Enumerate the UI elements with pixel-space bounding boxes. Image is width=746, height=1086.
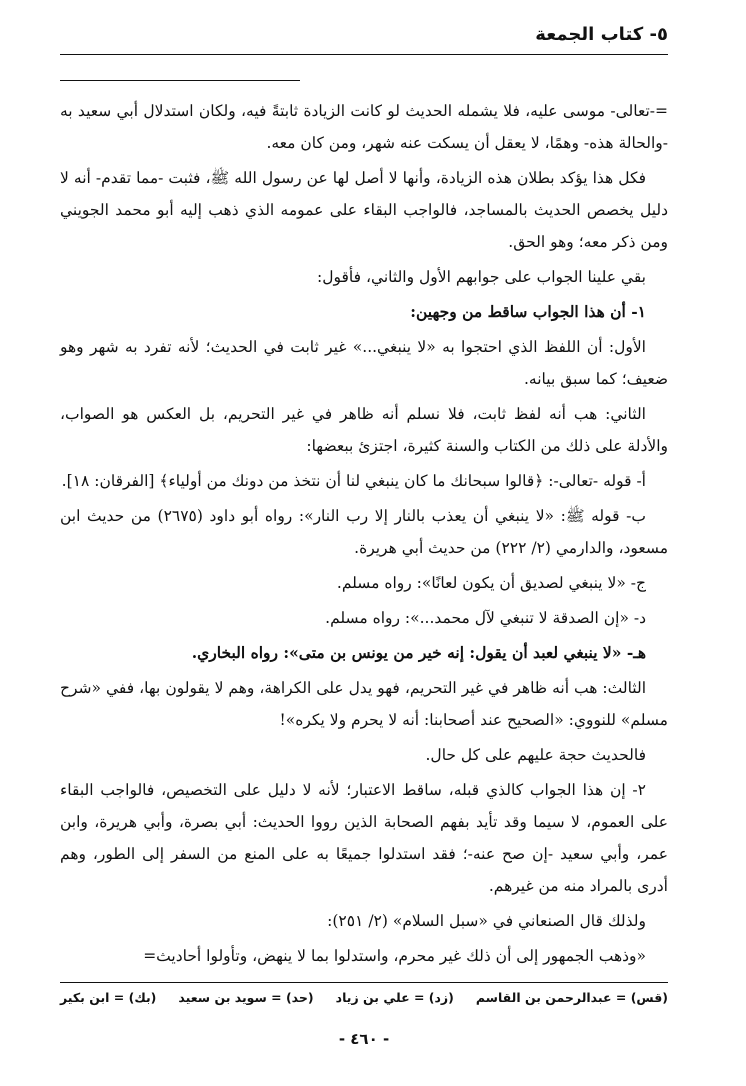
paragraph: الأول: أن اللفظ الذي احتجوا به «لا ينبغي...» غير ثابت في الحديث؛ لأنه تفرد به شهر وهو ضعيف؛ كما سبق بيانه. bbox=[60, 338, 668, 388]
paragraph: «وذهب الجمهور إلى أن ذلك غير محرم، واستدلوا بما لا ينهض، وتأولوا أحاديث= bbox=[143, 947, 646, 965]
paragraph: ١- أن هذا الجواب ساقط من وجهين: bbox=[410, 302, 646, 321]
running-header: ٥- كتاب الجمعة bbox=[535, 24, 668, 45]
paragraph: ٢- إن هذا الجواب كالذي قبله، ساقط الاعتبار؛ لأنه لا دليل على التخصيص، فالواجب البقاء على العموم، لا سيما وقد تأيد بفهم الصحابة الذين رووا الحديث: أبي بصرة، وأبي هريرة، وابن عمر، وأبي سعيد -إن صح عنه-؛ فقد استدلوا جميعًا به على المنع من السفر إلى الطور، وهم أدرى بالمراد منه من غيرهم. bbox=[60, 781, 668, 895]
abbreviation-item: (زد) = علي بن زياد bbox=[335, 990, 454, 1005]
paragraph: ولذلك قال الصنعاني في «سبل السلام» (٢/ ٢٥١): bbox=[327, 912, 646, 930]
abbreviation-key bbox=[60, 990, 668, 1005]
paragraph: ج- «لا ينبغي لصديق أن يكون لعانًا»: رواه مسلم. bbox=[336, 574, 646, 592]
book-page bbox=[60, 0, 668, 1086]
paragraph: الثالث: هب أنه ظاهر في غير التحريم، فهو يدل على الكراهة، وهم لا يقولون بها، ففي «شرح مسلم» للنووي: «الصحيح عند أصحابنا: أنه لا يحرم ولا يكره»! bbox=[60, 679, 668, 729]
footnote-continuation-rule bbox=[60, 80, 300, 81]
paragraph: =-تعالى- موسى عليه، فلا يشمله الحديث لو كانت الزيادة ثابتةً فيه، ولكان استدلال أبي سعيد به -والحالة هذه- وهمًا، لا يعقل أن يسكت عنه شهر، ومن كان معه. bbox=[60, 102, 668, 152]
body-text bbox=[60, 95, 668, 975]
paragraph: الثاني: هب أنه لفظ ثابت، فلا نسلم أنه ظاهر في غير التحريم، بل العكس هو الصواب، والأدلة على ذلك من الكتاب والسنة كثيرة، اجتزئ ببعضها: bbox=[60, 405, 668, 455]
footer-rule bbox=[60, 982, 668, 983]
paragraph: ب- قوله ﷺ: «لا ينبغي أن يعذب بالنار إلا رب النار»: رواه أبو داود (٢٦٧٥) من حديث ابن مسعود، والدارمي (٢/ ٢٢٢) من حديث أبي هريرة. bbox=[60, 507, 668, 557]
header-rule bbox=[60, 54, 668, 55]
paragraph: هـ- «لا ينبغي لعبد أن يقول: إنه خير من يونس بن متى»: رواه البخاري. bbox=[191, 643, 646, 662]
paragraph: د- «إن الصدقة لا تنبغي لآل محمد...»: رواه مسلم. bbox=[325, 609, 646, 627]
paragraph: فكل هذا يؤكد بطلان هذه الزيادة، وأنها لا أصل لها عن رسول الله ﷺ، فثبت -مما تقدم- أنه لا دليل يخصص الحديث بالمساجد، فالواجب البقاء على عمومه الذي ذهب إليه أبو محمد الجويني ومن ذكر معه؛ وهو الحق. bbox=[60, 169, 668, 251]
paragraph: فالحديث حجة عليهم على كل حال. bbox=[425, 746, 646, 764]
paragraph: أ- قوله -تعالى-: ﴿قالوا سبحانك ما كان ينبغي لنا أن نتخذ من دونك من أولياء﴾ [الفرقان: ١٨]. bbox=[61, 472, 646, 490]
abbreviation-item: (حد) = سويد بن سعيد bbox=[178, 990, 314, 1005]
abbreviation-item: (قس) = عبدالرحمن بن القاسم bbox=[475, 990, 668, 1005]
paragraph: بقي علينا الجواب على جوابهم الأول والثاني، فأقول: bbox=[316, 268, 646, 286]
page-number: - ٤٦٠ - bbox=[338, 1030, 390, 1048]
abbreviation-item: (بك) = ابن بكير bbox=[60, 990, 157, 1005]
